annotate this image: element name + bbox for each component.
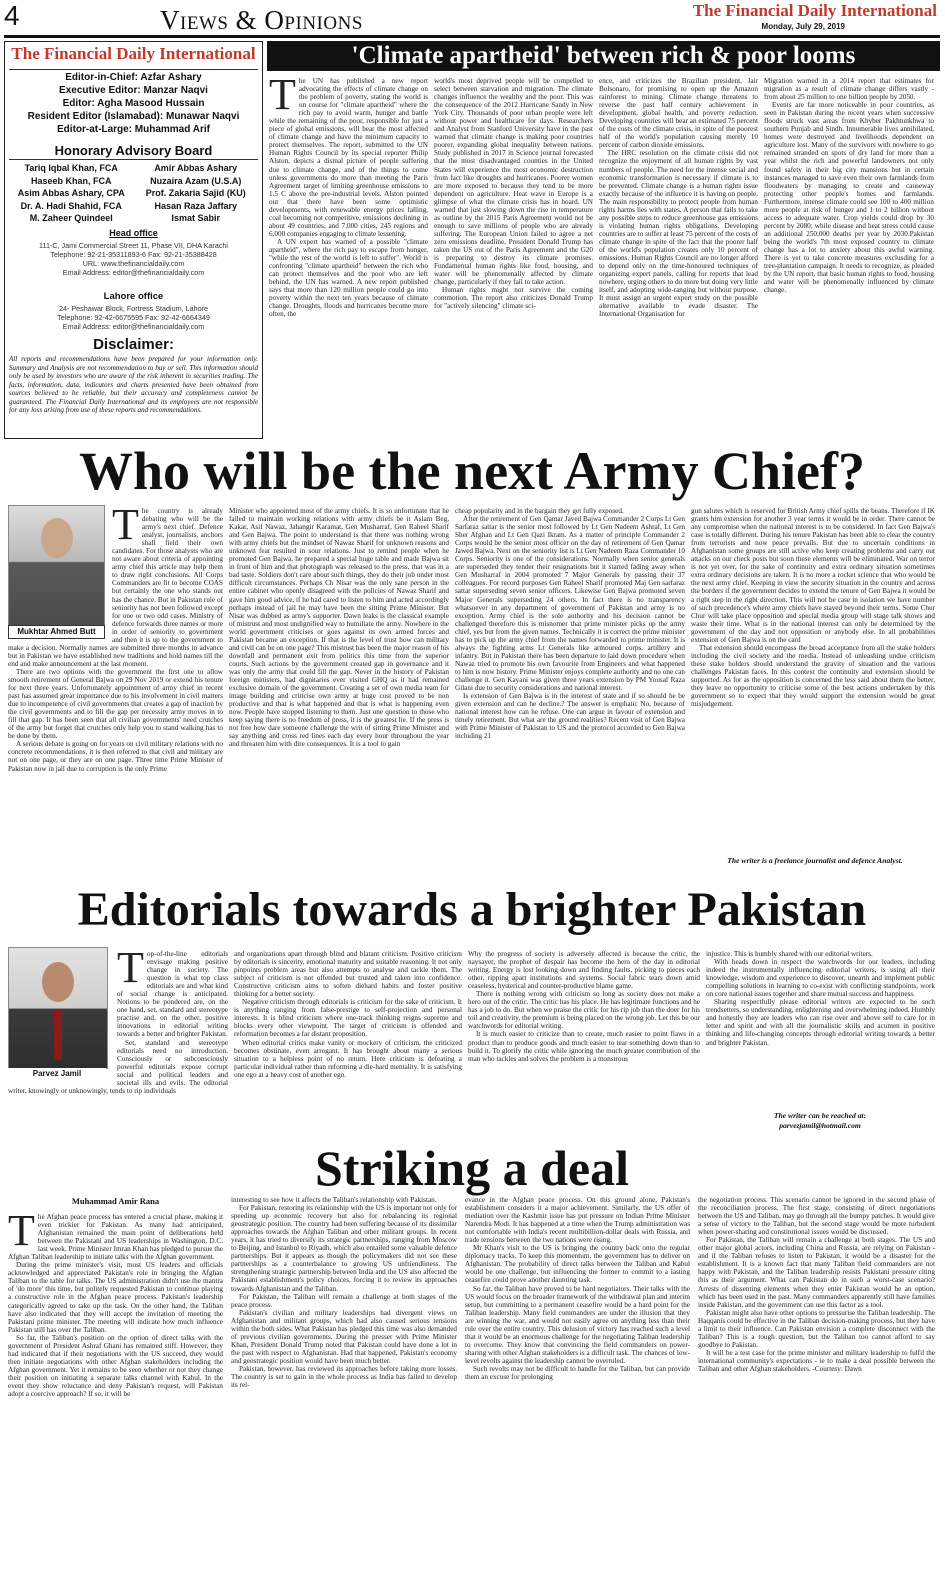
masthead-rule [4, 35, 940, 38]
article2-col-1 [8, 507, 223, 879]
advisory-board-grid [9, 162, 258, 225]
head-office-title: Head office [109, 228, 158, 238]
article4-col-4 [698, 1196, 935, 1579]
article3-col1-text: op-of-the-line editorials envisage making positive change in society. The question is what top class editorials are and what kind of social change is anticipated. Notions to be pondered are, on the one hand, set, standard and stereotype practise and, on the other, positive innovations in editorial writing towards a better and brighter Pakistan. Set, standard and stereotype editorials need no introduction. Consciously or subconsciously powerful editorials expose corrupt social and political leaders and societal ills and evils. The editorial writer, knowingly or unknowingly, tends to rip individuals [8, 950, 228, 1095]
article1-col-2 [434, 77, 593, 437]
article3-col4-text: injustice. This is humbly shared with our editorial writers. With heads down in respect the watchwords for our leaders, including indeed the instrumentally influencing editorial writers, is using all their knowledge, wisdom and experience to discover, unearth and implement public compelling solutions in learning to co-exist with conflicting standpoints, work on core national issues together and share mutual success and happiness. Sharing respectfully please editorial writers are expected to be such trendsetters, so understanding, enlightening and overwhelming indeed. Humbly and honestly they are leaders who can rise over and above self to care for in letter and spirit and with all the journalistic skills and acumen in positive thinking and life-changing concepts through editorial writing towards a better and brighter Pakistan. [706, 950, 935, 1047]
photo-spacer [8, 507, 112, 639]
article4-col3-text: evance in the Afghan peace process. On this ground alone, Pakistan's establishment considers it a major achievement. Similarly, the US offer of mediation over the Kashmir issue has put pressure on Indian Prime Minister Narendra Modi. It has happened at a time when the Trump administration was not comfortable with India's recent multibillion-dollar deals with Russia, and trade tensions between the two nations were rising. Mr Khan's visit to the US is bringing the country back onto the regular diplomacy tracks. To keep this momentum, the government has to deliver on Afghanistan. The probability of direct talks between the Taliban and Kabul would be one challenge, but influencing the former to commit to a lasting ceasefire could prove another daunting task. So far, the Taliban have proved to be hard negotiators. Their talks with the US would focus on the broader framework of the withdrawal plan and interim setup, but committing to a permanent ceasefire would be a hard point for the Taliban leadership. Many field commanders are under the illusion that they are winning the war, and would not easily agree on anything less than their rule over the entire country. This delusion of victory has reached such a level that it would be an enormous challenge for the negotiating Taliban leadership to overcome. They know that convincing the field commanders on power-sharing with other Afghan stakeholders is a difficult task. The chances of low-level revolts against the leadership cannot be overruled. Such revolts may not be difficult to handle for the Taliban, but can provide them an excuse for prolonging [465, 1196, 690, 1382]
board-member: Dr. A. Hadi Shahid, FCA [20, 200, 122, 211]
board-member: Amir Abbas Ashary [154, 163, 238, 173]
article1-headline: 'Climate apartheid' between rich & poor looms [351, 42, 856, 69]
board-member: Tariq Iqbal Khan, FCA [24, 163, 118, 173]
author-caption: Mukhtar Ahmed Butt [8, 625, 105, 639]
article4-headline: Striking a deal [315, 1140, 629, 1196]
masthead-date: Monday, July 29, 2019 [761, 22, 845, 31]
article4-col2-text: interesting to see how it affects the Taliban's relationship with Pakistan. For Pakistan, restoring its relationship with the US is important not only for speeding up economic recovery but also for rebalancing its regional geostrategic position. The country had been suffering because of its dissimilar approaches towards the Afghan Taliban and other militant groups. In recent years, it has tried to diversify its strategic partnerships, ranging from Moscow to Beijing, and Istanbul to Riyadh, which also entailed some valuable defence partnerships. But it appears as though the policymakers did not see these partnerships as a counterbalance to growing US unfriendliness. The strengthening strategic partnership between India and the US also affected the Pakistani establishment's policy choices, forcing it to review its approaches towards Afghanistan and the Taliban. For Pakistan, the Taliban will remain a challenge at both stages of the peace process. Pakistan's civilian and military leaderships had divergent views on Afghanistan and militant groups, which had also caused serious tensions within the both sides. What Pakistan has pledged this time was also demanded of previous civilian governments. During the presser with Prime Minister Khan, President Donald Trump noted that Pakistan could have done a lot in the past with respect to Afghanistan. Had that happened, Pakistan's economy and geostrategic position would have been much better. Pakistan, however, has reviewed its approaches before taking more losses. The country is set to gain in the whole process as India has failed to develop its rel- [231, 1196, 457, 1390]
board-member: Haseeb Khan, FCA [30, 175, 112, 186]
sidebar-rule-2 [9, 159, 258, 160]
dropcap: T [269, 77, 296, 119]
article3-col3-text: Why the progress of society is adversely affected is because the critic, the naysayer, the prophet of despair has become the hero of the day in editorial writing. Energy is lost looking down and finding faults, picking to pieces each other, ripping apart institutions and systems. Social fabric tears down amid ceaseless, hysterical and counter-productive blame game. There is nothing wrong with criticism so long as society does not make a hero out of the critic. The critic has his place. He has legitimate functions and he has a job to do. But when we praise the critic for his rip job than the doer for his toil and creativity, the premium is being placed on the wrong job. Let this be our watchwords for editorial writing. It is much easier to criticize than to create, much easier to point flaws in a product than to produce goods and much easier to tear something down than to build it. To glorify the critic while ignoring the much greater contribution of the man who tackles and solves the problem is a monstrous [468, 950, 700, 1063]
disclaimer-text: All reports and recommendations have been prepared for your information only. Summary and Analysis are not recommendation to buy or sell. This information should only be used by investors who are aware of the risk inherent in securities trading. The facts, information, data, indicators and charts presented have been obtained from sources believed to be reliable, but their accuracy and completeness cannot be guaranteed. The Financial Daily International and its employees are not responsible for any loss arising from use of these reports and recommendations. [9, 355, 258, 414]
article3-col-4 [706, 950, 935, 1102]
article3-headline: Editorials towards a brighter Pakistan [77, 883, 867, 936]
board-member: Asim Abbas Ashary, CPA [17, 188, 125, 198]
article2-col-3 [455, 507, 685, 879]
article1-col1-text: he UN has published a new report advocating the effects of climate change on the problem of poverty, stating the world is on course for "climate apartheid" where the rich pay to avoid warm, hunger and battle while the remaining of the poor, responsible for just a piece of global emissions, will bear the most affected of climate change and have the minimum capacity to protect themselves. The report, submitted to the UN Human Rights Council by its special reporter Philip Alston, depicts a dismal picture of people suffering due to climate change, and of the things to come unless governments do more than meeting the Paris Agreement target of limiting greenhouse emissions to 1.5 C above the pre-industrial levels. Alston pointed out that there have been some optimistic developments, with renewable energy prices falling, coal becoming not competitive, emissions declining in about 49 countries, and 7,000 cities, 245 regions and 6,000 companies engaging to climate lessening. A UN expert has warned of a possible "climate apartheid", where the rich pay to escape from hunger, "while the rest of the world is left to suffer". World is confronting "climate apartheid" between the rich who can protect themselves and the poor who are left behind, the UN has warned. A new report published says that more than 120 million people could go into poverty within the next ten years because of climate change. Droughts, floods and hurricanes become more often, the [269, 77, 428, 319]
dropcap: T [8, 1213, 35, 1255]
article3-note-email: parvezjamil@hotmail.com [779, 1121, 861, 1130]
address-line: Email Address: editor@thefinancialdaily.com [62, 322, 205, 331]
article2-col1-text: he country is already debating who will be the army's next chief. Defence analyst, journalists, anchors shall field their own candidates. For those analysts who are not aware about criteria of appointing army chief this article may help them to draw right conclusions. All Corps Commanders are fit to become COAS but certainly the one who stands out has the chance. But in Pakistan rule of seniority has not been followed except for one or two odd cases. Ministry of defence forwards three names or more in order of seniority to government and then it is up to the government to make a decision. Normally names are submitted three months in advance but in Pakistan we have established new traditions and hold names till the end and make announcement at the last moment. There are two options with the government the first one to allow smooth retirement of General Bajwa on 29 Nov 2019 or extend his tenure for next three years. Unfortunately appointment of army chief in recent past has assumed great importance due to his involvement in civil matters due to incompetence of civil governments that creates a gap of inaction by the civil governments and to fill the gap per necessity army moves in to fill that gap. It has been seen that all civilian governments' need crutches of the army but forget that crutches only help you to stand walking has to be done by them. A serious debate is going on for years on civil military relations with no concrete recommendations, it is then referred to that civil and military are not on one page, or they are on one page. Three time Prime Minister of Pakistan now in jail due to corruption is the only Prime [8, 507, 223, 773]
board-member: M. Zaheer Quindeel [29, 213, 113, 223]
staff-line: Editor-in-Chief: Azfar Ashary [65, 72, 202, 83]
address-line: URL: www.thefinancialdaily.com [82, 259, 185, 268]
advisory-board-title: Honorary Advisory Board [54, 143, 213, 158]
staff-line: Editor: Agha Masood Hussain [62, 98, 205, 109]
article4-col4-text: the negotiation process. This scenario cannot be ignored in the second phase of the reconciliation process. The first stage, consisting of direct negotiations between the US and Taliban, may go through all the bumpy patches. It would give a sense of victory to the Taliban, but the second stage would be more turbulent when power-sharing and constitutional issues would be discussed. For Pakistan, the Taliban will remain a challenge at both stages. The US and other major global actors, including China and Russia, are relying on Pakistan - and if the Taliban refuses to listen to Pakistan, it would be a disaster for the establishment. It is a known fact that many Taliban field commanders are not happy with Pakistan, and the Taliban leadership resists Pakistani pressure citing this as their argument. What can Pakistan do in such a worst-case scenario? Arrests of dissenting elements when they enter Pakistan would be an option, which has been used in the past. Many commanders apparently still have families inside Pakistan, and the government can use this factor as a tool. Pakistan might also have other options to pressurise the Taliban leadership. The Haqqanis could be effective in the Taliban decision-making process, but they have a limit to their influence. Can Pakistan envision a complete disconnect with the Taliban? This is a tough question, but the Taliban too cannot afford to say goodbye to Pakistan. It will be a test case for the prime minister and military leadership to fulfil the international community's expectations - ie to make a deal possible between the Taliban and other Afghan stakeholders. -Courtesy: Dawn [698, 1196, 935, 1373]
board-member: Hasan Raza Jaffary [154, 200, 238, 211]
article1-col2-text: world's most deprived people will be compelled to select between starvation and migration. The climate changes influence the wealthy and the poor. This was the consequence of the 2012 Hurricane Sandy in New York City. Thousands of poor urban people were left without power and healthcare for days. Researchers and Analyst from Stanford University have in the past warned that climate change is making poor countries poorer, expanding global inequality between nations. Study published in 2017 in Science journal forecasted that the most disadvantaged counties in the United States will experience the most economic destruction from fact like droughts and hurricanes. Poorer women are more exposed to because they tend to be more dependent on agriculture. Heat wave in Europe is a glimpse of what the climate crisis has in hoard. UN warned that just slowing down the rise in temperature as outline by the 2015 Paris Agreement would not be enough to save millions of people who are already suffering. The European Union failed to agree a net zero emissions deadline, President Donald Trump has taken the US out of the Paris Agreement and the G20 is preparing to destroy its climate promises. Fundamental human rights like food, housing, and water will be phenomenally affected by climate change, particularly if they fail to take action. Human rights might not survive the coming commotion. The report also criticizes Donald Trump for "actively silencing" climate sci- [434, 77, 593, 311]
board-member: Nuzaira Azam (U.S.A) [150, 175, 242, 186]
dropcap: T [117, 950, 144, 992]
article1-col-1 [269, 77, 428, 437]
article4-col-2 [231, 1196, 457, 1579]
board-member: Prof. Zakaria Sajid (KU) [145, 188, 246, 198]
article2-col-2 [229, 507, 449, 879]
page-number: 4 [4, 0, 20, 31]
article2-col2-text: Minister who appointed most of the army chiefs. It is so unfortunate that he failed to maintain working relations with army chiefs be it Aslam Beg, Kakar, Asif Nawaz, Jahangir Karamat, Gen Musharraf, Gen Raheel Sharif and Gen Bajwa. The point to understand is that there was nothing wrong with army chiefs but the mindset of Nawaz Sharif for unknown reasons and unknown fear resulted in sour relations. Just to remind people when he promoted Gen Bajwa, he prepared a special huge table and made Bajwa sit in front of him and that photograph was released to the press, that was in a bad taste. Soldiers don't care about such things, they do their job under most difficult circumstances. Perhaps Ch Nisar was the only sane person in the entire cabinet who openly disagreed with the policies of Nawaz Sharif and gave him good advice, if he had cared to listen to him and acted accordingly perhaps instead of jail he may have been the sitting Prime Minister. But Nisar was dubbed as army's supporter. Dawn leaks is the classical example of mistrust and most undignified way to humiliate the army. Nowhere in the world government criticises or goes against its own armed forces and Pakistan became an exception. If that is the level of trust how can military and civil can be on one page? This mistrust has been the major reason of his downfall and permanent exit from politics this time from the superior courts. Such actions by the government created gap in governance and it was only the army that could fill the gap. Never in the history of Pakistan foreign ministers, had dignitaries ever visited GHQ as it had remained exclusive domain of the government. Creating a set of own media team for image building and criticise own army at huge cost proved to be non productive and that is what happened and that is what is happening even now. People have stopped listening to them. Just one question to those who keep saying there is no freedom of press, it is the greatest lie. If the press is not free how dare someone challenge the writ of sitting Prime Minister and say anything and cross red lines each day every hour throughout the year and threaten him with dire consequences. It is a tool to gain [229, 507, 449, 749]
section-title: Views & Opinions [160, 5, 363, 35]
head-office-address [5, 241, 262, 277]
article3-col2-text: and organizations apart through blind and blatant criticism. Positive criticism by editorials is sincerity, emotional maturity and suitable reasoning. It not only pinpoints problem areas but also attempts to analyse and tackle them. The subject of criticism is not offended but trusted and taken into confidence. Constructive criticism aims to soften diehard habits and foster positive thinking for a better society. Negative criticism through editorials is criticism for the sake of criticism. It is anything ranging from false-prestige to self-projection and personal interests. It is blind criticism where one-track thinking reigns supreme and blocks every other viewpoint. The target of criticism is offended and reformation becomes a far distant proposition. When editorial critics make vanity or mockery of criticism, the criticized becomes obstinate, even arrogant. It has brought about many a serious situation to a helpless point of no return. Here criticism is defeating a particular individual rather than reforming a die-hard mentality. It is satisfying one ego at a heavy cost of another ego. [234, 950, 462, 1079]
address-line: 24- Peshawar Block, Fortress Stadium, Lahore [58, 304, 208, 313]
article1-col-4 [764, 77, 934, 437]
article3-note-line-1: The writer can be reached at: [773, 1111, 867, 1120]
address-line: Telephone: 92-42-6675595 Fax: 92-42-6664349 [57, 313, 210, 322]
disclaimer-title: Disclaimer: [93, 336, 174, 353]
article2-headline: Who will be the next Army Chief? [79, 441, 865, 501]
staff-line: Executive Editor: Manzar Naqvi [59, 85, 208, 96]
sidebar-paper-name: The Financial Daily International [11, 44, 256, 63]
article2-col3-text: cheap popularity and in the bargain they get fully exposed. After the retirement of Gen Qamar Javed Bajwa Commander 2 Corps Lt Gen Sarfaraz sattar is the senior most followed by Lt Gen Nadeem Ashraf, Lt Gen Sher Afghan and Lt Gen Qazi Ikram. As a matter of principle Commander 2 Corps would be the senior most officer on the day of retirement of Gen Qamar Jawed Bajwa. Next on the seniority list is Lt Gen Nadeem Raza Commander 10 Corps. Seniority is one of the considerations. Normally when senior generals are superseded they tender their resignations but it started fading away when Gen Musharraf in 2004 promoted 7 Major Generals by passing their 37 colleagues. For record purposes Gen Raheel Sharif promoted Maj Gen sarfaraz sattar superseding seven senior officers. Likewise Gen Bajwa promoted seven Major Generals superseding 24 others. In fact there is no transparency whatsoever in any department of government of Pakistan and army is no exception. Army chief is the sole authority and his decision cannot be challenged therefore this is misnomer that prime minister picks up the army chief, yes but from the given names. Technically it is correct the prime minister has to pick up the army chief from the names forwarded to prime minister. It is always the fighting arms Lt Generals like armoured corps, artillery and infantry. But in Pakistan there has been departure to laid down procedure when Nawaz tried to promote his own favourite from Engineers and what happened to him is now history. Prime Minister enjoys complete authority and no one can challenge it. Gen Kayani was given three years extension by PM Yousaf Raza Gilani due to security considerations and national interest. Is extension of Gen Bajwa is in the interest of state and if so should he be given extension and can he decline.? The answer is emphatic No, because of national interest how can he refuse. One can argue in favour of extension and timely retirement. But what are the ground realities? Recent visit of Gen Bajwa with Prime Minister of Pakistan to US and the protocol accorded to Gen Bajwa including 21 [455, 507, 685, 741]
staff-line: Editor-at-Large: Muhammad Arif [57, 124, 210, 135]
article4-col-1 [8, 1213, 223, 1579]
lahore-office-title: Lahore office [103, 291, 164, 302]
article4-col1-text: he Afghan peace process has entered a crucial phase, making it even trickier for Pakistan. As many had anticipated, Afghanistan remained the main point of deliberations held between the Pakistani and US leaderships in Washington, D.C. last week. Prime Minister Imran Khan has pledged to pursue the Afghan Taliban leadership to initiate talks with the Afghan government. During the prime minister's visit, most US leaders and officials acknowledged and appreciated Pakistan's role in bringing the Afghan Taliban to the table for talks. The US administration didn't use the mantra of 'do more' this time, but politely requested Pakistan to continue playing a constructive role in the Afghan peace process. Pakistan's leadership categorically agreed to take up the task. On the other hand, the Taliban have also indicated that they will accept the invitation of meeting the Pakistani prime minister. The meeting will indicate how much influence Pakistan still has over the Taliban. So far, the Taliban's position on the option of direct talks with the government of President Ashraf Ghani has remained stiff. However, they had indicated that if their negotiations with the US succeed, they would then initiate negotiations with other Afghan stakeholders including the Afghan government. Yet it remains to be seen whether or not they change their position on initiating a separate talks channel with Kabul. In the event they show reluctance and deny Pakistan's request, will Pakistan adopt a coercive approach? If so, it will be [8, 1213, 223, 1399]
article1-col4-text: Migration warned in a 2014 report that estimates for migration as a result of climate change differs vastly - from about 25 million to one billion people by 2050. Events are far more noticeable in poor countries, as seen in Pakistan during the recent years when successive floods struck vast areas from Khyber Pakhtunkhwa to southern Punjab and Sindh. Innumerable lives annihilated, homes were destroyed and livelihoods dependent on agriculture lost. Many of the survivors with nowhere to go remained stranded on spots of dry land for more than a year whilst the rich and powerful landowners not only found safety in their big city mansions but in certain instances managed to save even their own farmlands from floodwaters by managing to create and causeway protecting other people's homes and farmlands. Furthermore, intense climate could see 100 to 400 million more people at risk of hunger and 1 to 2 billion without access to adequate water. Crop yields could drop by 30 percent by 2080; while disease and heat stress could cause an additional 250,000 deaths per year by 2030.Pakistan being the world's 7th most exposed country to climate change has a lot to anxiety about this awful warning. There is yet to take concrete measures exclusding for a tree-plantation campaign. It needs to recognize, as pleaded by the UN report, that basic human rights to food, housing and water will be phenomenally influenced by climate change. [764, 77, 934, 295]
editorial-sidebar [4, 41, 263, 439]
lahore-office-address [5, 304, 262, 331]
author-caption: Parvez Jamil [8, 1068, 106, 1080]
address-line: Email Address: editor@thefinancialdaily.com [62, 268, 205, 277]
photo-spacer [8, 950, 117, 1083]
staff-line: Resident Editor (Islamabad): Munawar Naqvi [27, 111, 240, 122]
article3-col-2 [234, 950, 462, 1140]
board-member: Ismat Sabir [171, 213, 221, 223]
masthead-paper-name: The Financial Daily International [692, 1, 937, 20]
dropcap: T [112, 507, 139, 549]
article3-col-3 [468, 950, 700, 1140]
sidebar-rule-1 [9, 69, 258, 70]
article3-col-1 [8, 950, 228, 1140]
staff-list [5, 71, 262, 136]
article2-col-4 [691, 507, 935, 852]
article4-byline: Muhammad Amir Rana [71, 1196, 160, 1206]
address-line: 111-C, Jami Commercial Street 11, Phase VII, DHA Karachi [39, 241, 228, 250]
article4-col-3 [465, 1196, 690, 1579]
address-line: Telephone: 92-21-35311893-6 Fax: 92-21-35388428 [50, 250, 217, 259]
article1-col3-text: ence, and criticizes the Brazilian president, Jair Bolsonaro, for promising to open up the Amazon rainforest to mining. Climate change threatens to reverse the past half century achievement in development, global health, and poverty reduction. Developing countries will bear an estimated 75 percent of the costs of the climate crisis, in spite of the poorest half of the world's population causing merely 10 percent of carbon dioxide emissions. The HRC resolution on the climate crisis did not recognize the enjoyment of all human rights by vast numbers of people. The need for the intense social and economic transformation is necessary if climate is to be prevented. Climate change is a human rights issue exactly because of the influence it is having on people. The main responsibility to protect people from human rights harms lies with states. A person that fails to take any possible steps to reduce greenhouse gas emissions is violating human rights obligations. Developing countries are to suffer at least 75 percent of the costs of climate change in spite of the fact that the poorer half of the world's population creates only 10 percent of emissions. Human Rights Council are no longer afford to depend only on the time-honoured techniques of organizing expert panels, calling for reports that lead nowhere, urging others to do more but doing very little itself, and adopting wide-ranging but without purpose. It must assign an urgent expert study on the possible alternative available to evade disaster. The International Organisation for [599, 77, 758, 319]
article1-col-3 [599, 77, 758, 437]
article2-author-note: The writer is a freelance journalist and defence Analyst. [727, 856, 903, 865]
article2-col4-text: gun salutes which is reserved for British Army chief spills the beans. Therefore if IK grants him extension for another 3 year terms it would be in order. There cannot be any compromise when the national interest is to be considered. In fact Gen Bajwa's case is totally different. During his tenure Pakistan has been able to clear the country from terrorists and now peace prevails. But due to uncertain conditions in Afghanistan some groups are still active who keep creating problems and carry out attacks on our check posts but soon these elements will be eliminated. War on terror is not yet over, for the sake of continuity and extra ordinary situation sometimes extra ordinary decisions are taken. It is no more a rocket science that who would be the next army chief. Keeping in view the security situation in the country and across the borders if the government decides to extend the tenure of Gen Bajwa it would be a right step in the right direction. This will not be case in isolation we have number of such precedence's where army chiefs have stayed beyond their terms. Some Chur Chur will take place opposition and special media group will stage talk shows and waste their time. What is in the national interest can only be determined by the government of the day and not opposition or anybody else. In all probabilities extension of Gen Bajwa is on the card That extension should encompass the broad acceptance from all the stake holders including the civil society and the media. Instead of unleashing undue criticism these stake holders should understand the gravity of situation and the various challenges Pakistan faces. In this context the continuity and extension should be supported. As for as the opposition is concerned the less said about them the better, they leave no opportunity to criticise some of the best actions undertaken by this government so to expect that they would support the extension would be great misjudgement. [691, 507, 935, 709]
